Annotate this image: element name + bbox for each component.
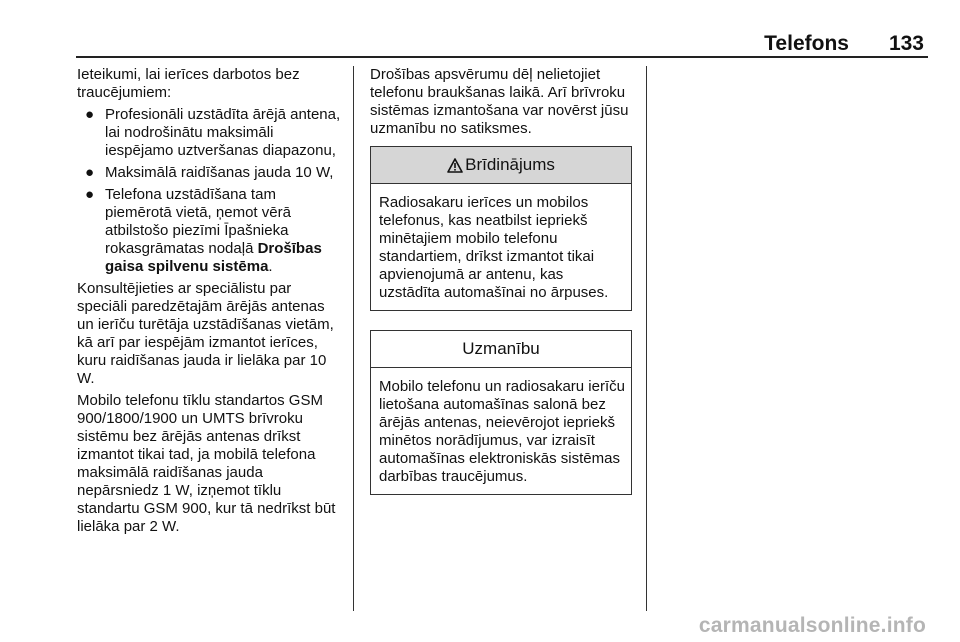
watermark: carmanualsonline.info: [698, 614, 926, 637]
column-divider: [646, 66, 647, 611]
list-item: [77, 106, 345, 160]
page-number: 133: [888, 32, 924, 55]
paragraph: Mobilo telefonu tīklu standartos GSM 900/1800/1900 un UMTS brīvroku sistēmu bez ārējās antenas drīkst izmantot tikai tad, ja mobilā telefona maksimālā raidīšanas jauda nepārsniedz 1 W, izņemot tīklu standartu GSM 900, kur tā nedrīkst būt lielāka par 2 W.: [77, 392, 336, 535]
page-header: [764, 26, 924, 56]
caution-title: Uzmanību: [462, 339, 540, 358]
right-column: [370, 66, 634, 495]
cross-reference: Drošības gaisa spilvenu sistēma: [105, 240, 322, 275]
bullet-icon: ●: [85, 186, 95, 203]
warning-body: Radiosakaru ierīces un mobilos telefonus, kas neatbilst iepriekš minētajiem mobilo telefonu standartiem, drīkst izmantot tikai apvienojumā ar antenu, kas uzstādīta automašīnai no ārpuses.: [379, 194, 609, 301]
warning-triangle-icon: [447, 158, 463, 173]
header-divider: [76, 56, 928, 58]
paragraph: Konsultējieties ar speciālistu par speciāli paredzētajām ārējās antenas un ierīču turētāja uzstādīšanas vietām, kā arī par iespējām izmantot ierīces, kuru raidīšanas jauda ir lielāka par 10 W.: [77, 280, 334, 387]
list-item-text: Telefona uzstādīšana tam piemērotā vietā, ņemot vērā atbilstošo piezīmi Īpašnieka rokasgrāmatas nodaļā: [105, 186, 291, 257]
intro-text: Ieteikumi, lai ierīces darbotos bez traucējumiem:: [77, 66, 300, 101]
intro-text: Drošības apsvērumu dēļ nelietojiet telefonu braukšanas laikā. Arī brīvroku sistēmas izmantošana var novērst jūsu uzmanību no satiksmes.: [370, 66, 629, 137]
caution-box: [370, 330, 632, 495]
warning-box: [370, 146, 632, 311]
warning-header: [371, 147, 631, 184]
warning-title: Brīdinājums: [465, 155, 555, 174]
list-item-end: .: [268, 258, 273, 275]
list-item-text: Maksimālā raidīšanas jauda 10 W,: [105, 164, 334, 181]
list-item: [77, 186, 345, 276]
recommendation-list: [77, 106, 345, 276]
section-title: Telefons: [764, 32, 849, 55]
left-column: [77, 66, 345, 540]
list-item-text: Profesionāli uzstādīta ārējā antena, lai nodrošinātu maksimāli iespējamo uztveršanas diapazonu,: [105, 106, 341, 159]
bullet-icon: ●: [85, 164, 95, 181]
caution-header: [371, 331, 631, 368]
caution-body: Mobilo telefonu un radiosakaru ierīču lietošana automašīnas salonā bez ārējās antenas, neievērojot iepriekš minētos norādījumus, var izraisīt automašīnas elektroniskās sistēmas darbības traucējumus.: [379, 378, 625, 485]
column-divider: [353, 66, 354, 611]
list-item: [77, 164, 345, 182]
bullet-icon: ●: [85, 106, 95, 123]
